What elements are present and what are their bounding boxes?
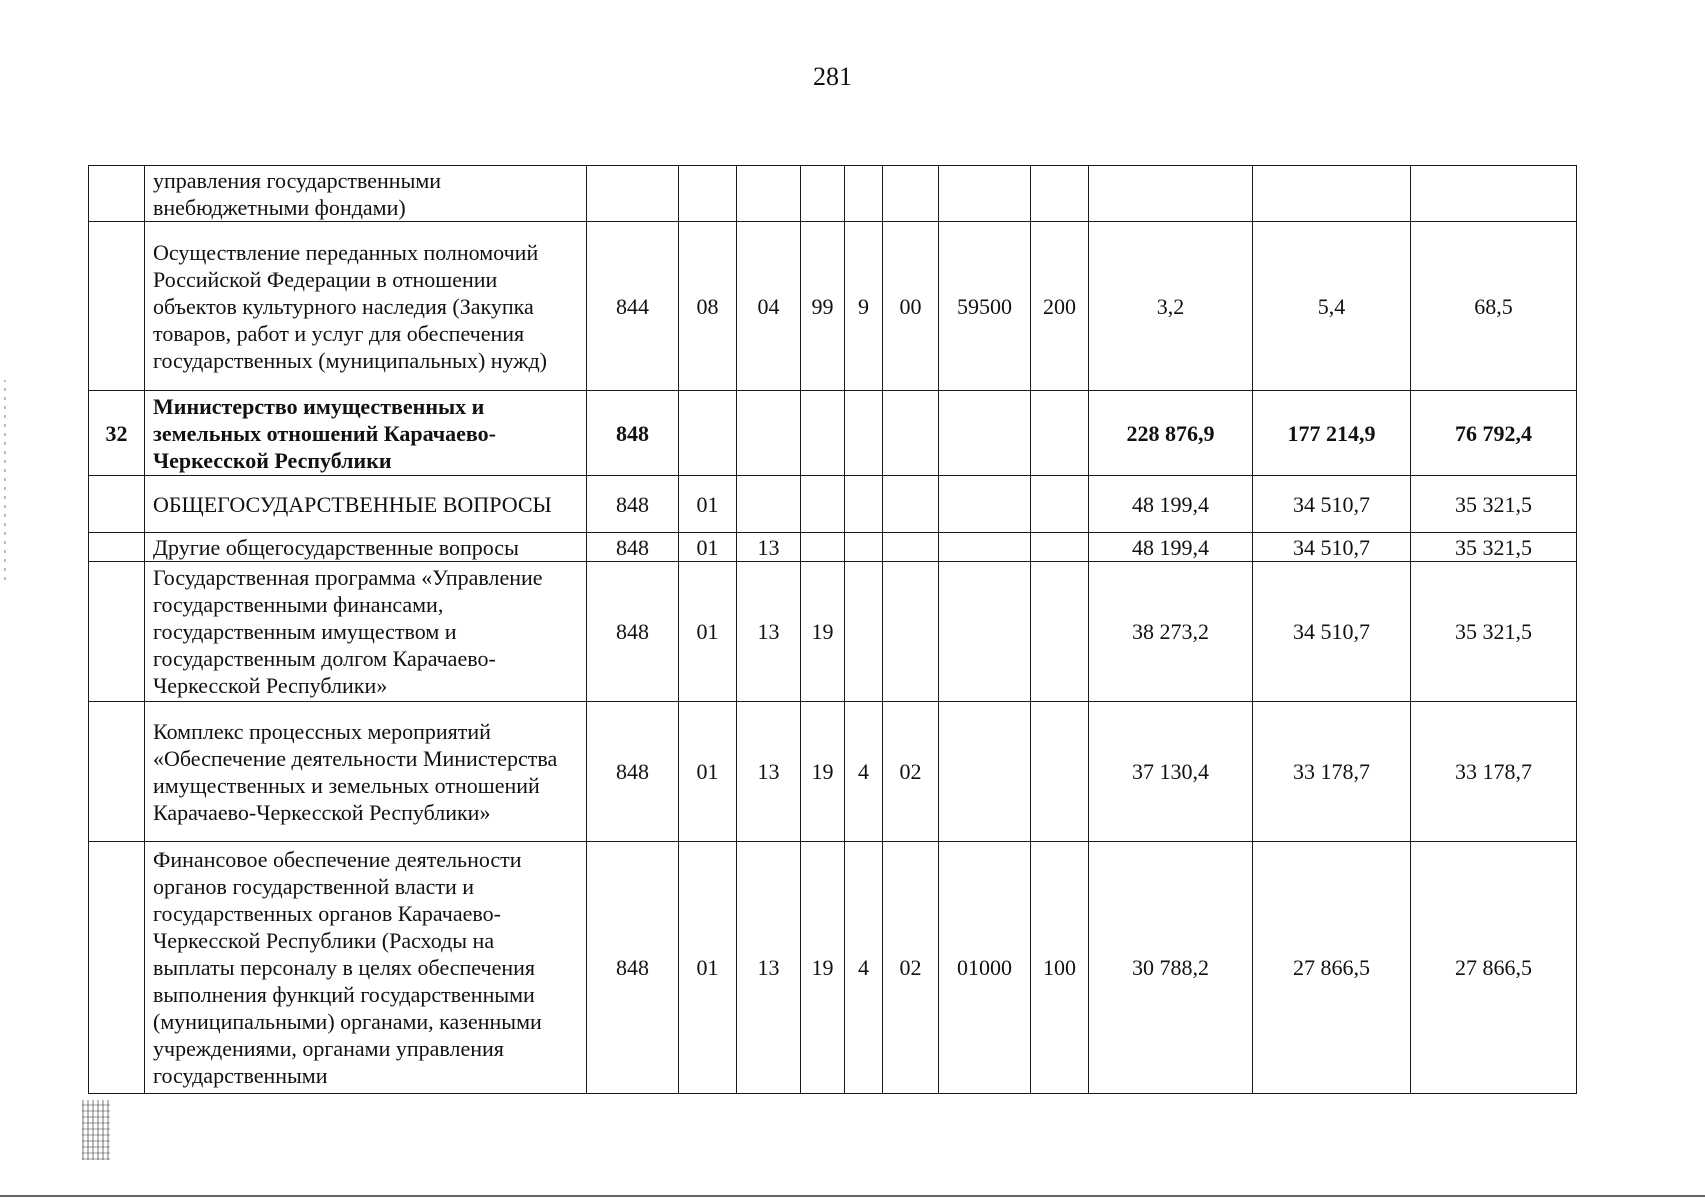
gr-cell: 848 <box>587 391 679 476</box>
year3-amount-cell: 27 866,5 <box>1411 842 1577 1094</box>
subprogram-cell <box>845 533 883 562</box>
year1-amount-cell <box>1089 166 1253 222</box>
row-name-cell: ОБЩЕГОСУДАРСТВЕННЫЕ ВОПРОСЫ <box>145 476 587 533</box>
row-number-cell <box>89 166 145 222</box>
table-row <box>89 166 1577 222</box>
activity-cell <box>883 533 939 562</box>
year1-amount-cell: 48 199,4 <box>1089 476 1253 533</box>
row-name-cell: Министерство имущественных и земельных отношений Карачаево-Черкесской Республики <box>145 391 587 476</box>
year1-amount-cell: 3,2 <box>1089 222 1253 391</box>
gr-cell: 848 <box>587 702 679 842</box>
gr-cell: 848 <box>587 562 679 702</box>
year3-amount-cell: 35 321,5 <box>1411 476 1577 533</box>
row-number-cell <box>89 562 145 702</box>
pr-cell: 13 <box>737 562 801 702</box>
pr-cell <box>737 391 801 476</box>
gr-cell: 848 <box>587 533 679 562</box>
activity-cell: 02 <box>883 702 939 842</box>
pr-cell <box>737 166 801 222</box>
subprogram-cell <box>845 562 883 702</box>
year2-amount-cell <box>1253 166 1411 222</box>
budget-table <box>88 165 1577 1094</box>
year3-amount-cell: 35 321,5 <box>1411 562 1577 702</box>
year3-amount-cell: 68,5 <box>1411 222 1577 391</box>
program-cell <box>801 391 845 476</box>
table-row <box>89 702 1577 842</box>
activity-cell: 00 <box>883 222 939 391</box>
pr-cell: 13 <box>737 842 801 1094</box>
direction-cell <box>939 476 1031 533</box>
table-row <box>89 842 1577 1094</box>
year1-amount-cell: 37 130,4 <box>1089 702 1253 842</box>
row-name-cell: управления государственными внебюджетными фондами) <box>145 166 587 222</box>
program-cell <box>801 476 845 533</box>
program-cell: 99 <box>801 222 845 391</box>
rz-cell: 01 <box>679 842 737 1094</box>
year2-amount-cell: 34 510,7 <box>1253 533 1411 562</box>
direction-cell: 01000 <box>939 842 1031 1094</box>
vr-cell: 200 <box>1031 222 1089 391</box>
program-cell: 19 <box>801 702 845 842</box>
program-cell <box>801 533 845 562</box>
direction-cell <box>939 533 1031 562</box>
row-name-cell: Другие общегосударственные вопросы <box>145 533 587 562</box>
pr-cell: 04 <box>737 222 801 391</box>
table-row <box>89 391 1577 476</box>
vr-cell <box>1031 166 1089 222</box>
row-number-cell <box>89 702 145 842</box>
year2-amount-cell: 177 214,9 <box>1253 391 1411 476</box>
gr-cell: 848 <box>587 476 679 533</box>
program-cell: 19 <box>801 842 845 1094</box>
subprogram-cell: 4 <box>845 842 883 1094</box>
pr-cell <box>737 476 801 533</box>
direction-cell <box>939 391 1031 476</box>
vr-cell <box>1031 533 1089 562</box>
pr-cell: 13 <box>737 702 801 842</box>
page-number: 281 <box>813 62 852 91</box>
program-cell <box>801 166 845 222</box>
rz-cell <box>679 166 737 222</box>
vr-cell <box>1031 562 1089 702</box>
vr-cell <box>1031 702 1089 842</box>
direction-cell <box>939 166 1031 222</box>
rz-cell: 01 <box>679 533 737 562</box>
program-cell: 19 <box>801 562 845 702</box>
year1-amount-cell: 30 788,2 <box>1089 842 1253 1094</box>
subprogram-cell <box>845 476 883 533</box>
row-number-cell <box>89 533 145 562</box>
year2-amount-cell: 33 178,7 <box>1253 702 1411 842</box>
activity-cell <box>883 476 939 533</box>
activity-cell <box>883 391 939 476</box>
activity-cell: 02 <box>883 842 939 1094</box>
vr-cell <box>1031 476 1089 533</box>
subprogram-cell <box>845 391 883 476</box>
year3-amount-cell: 35 321,5 <box>1411 533 1577 562</box>
gr-cell: 844 <box>587 222 679 391</box>
row-number-cell <box>89 222 145 391</box>
direction-cell: 59500 <box>939 222 1031 391</box>
direction-cell <box>939 562 1031 702</box>
year2-amount-cell: 34 510,7 <box>1253 476 1411 533</box>
row-number-cell <box>89 476 145 533</box>
row-name-cell: Комплекс процессных мероприятий «Обеспечение деятельности Министерства имущественных и земельных отношений Карачаево-Черкесской Республики» <box>145 702 587 842</box>
table-row <box>89 562 1577 702</box>
year2-amount-cell: 5,4 <box>1253 222 1411 391</box>
row-name-cell: Осуществление переданных полномочий Российской Федерации в отношении объектов культурного наследия (Закупка товаров, работ и услуг для обеспечения государственных (муниципальных) нужд) <box>145 222 587 391</box>
year2-amount-cell: 34 510,7 <box>1253 562 1411 702</box>
year1-amount-cell: 48 199,4 <box>1089 533 1253 562</box>
year2-amount-cell: 27 866,5 <box>1253 842 1411 1094</box>
year3-amount-cell: 76 792,4 <box>1411 391 1577 476</box>
gr-cell <box>587 166 679 222</box>
table-row <box>89 222 1577 391</box>
rz-cell: 01 <box>679 476 737 533</box>
table-row <box>89 533 1577 562</box>
vr-cell: 100 <box>1031 842 1089 1094</box>
row-number-cell <box>89 842 145 1094</box>
row-number-cell: 32 <box>89 391 145 476</box>
rz-cell: 01 <box>679 562 737 702</box>
subprogram-cell: 9 <box>845 222 883 391</box>
year3-amount-cell: 33 178,7 <box>1411 702 1577 842</box>
row-name-cell: Финансовое обеспечение деятельности органов государственной власти и государственных органов Карачаево-Черкесской Республики (Расходы на выплаты персоналу в целях обеспечения выполнения функций государственными (муниципальными) органами, казенными учреждениями, органами управления государственными <box>145 842 587 1094</box>
gr-cell: 848 <box>587 842 679 1094</box>
direction-cell <box>939 702 1031 842</box>
row-name-cell: Государственная программа «Управление государственными финансами, государственным имуществом и государственным долгом Карачаево-Черкесской Республики» <box>145 562 587 702</box>
rz-cell <box>679 391 737 476</box>
pr-cell: 13 <box>737 533 801 562</box>
table-row <box>89 476 1577 533</box>
vr-cell <box>1031 391 1089 476</box>
rz-cell: 01 <box>679 702 737 842</box>
scan-bottom-edge <box>0 1195 1705 1197</box>
activity-cell <box>883 562 939 702</box>
scan-noise <box>4 380 6 580</box>
year3-amount-cell <box>1411 166 1577 222</box>
year1-amount-cell: 228 876,9 <box>1089 391 1253 476</box>
year1-amount-cell: 38 273,2 <box>1089 562 1253 702</box>
subprogram-cell: 4 <box>845 702 883 842</box>
scan-stamp-mark <box>82 1100 110 1160</box>
subprogram-cell <box>845 166 883 222</box>
rz-cell: 08 <box>679 222 737 391</box>
activity-cell <box>883 166 939 222</box>
